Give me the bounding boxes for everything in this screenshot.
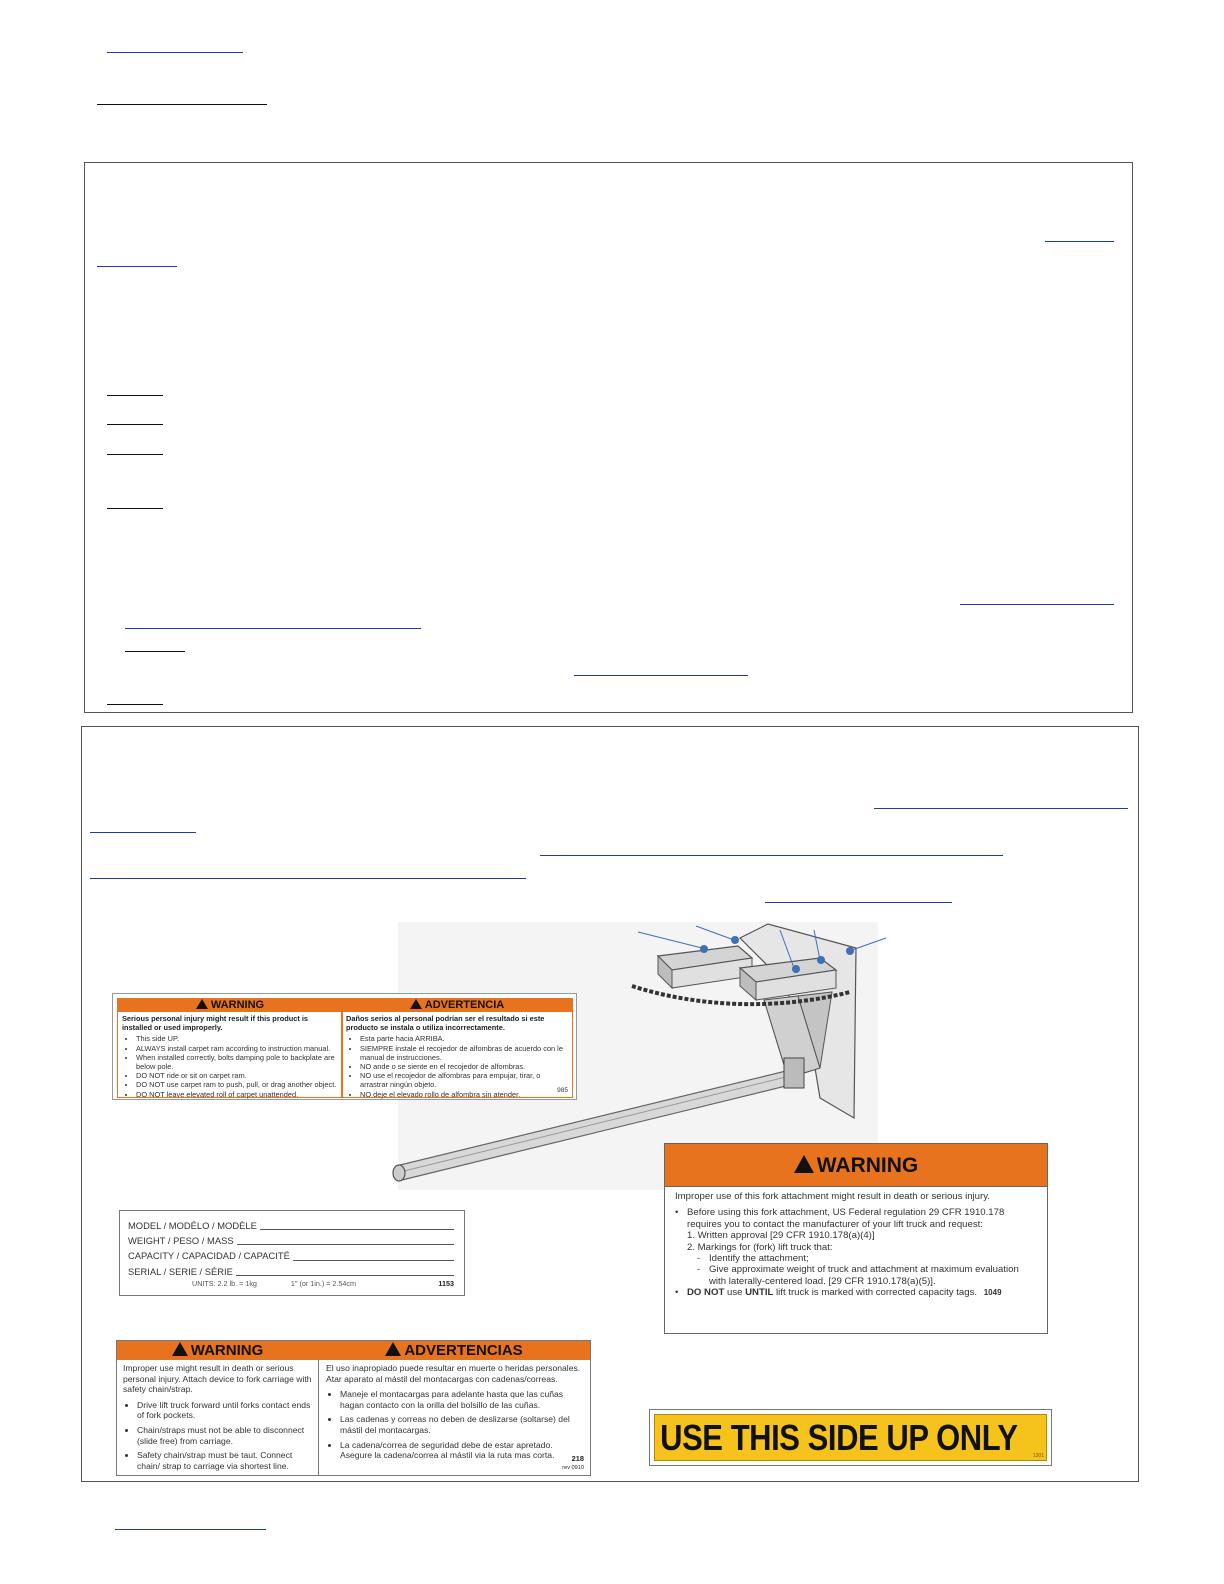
- box1-step-underline-6: [107, 704, 163, 705]
- box2-link-underline-b[interactable]: [90, 832, 196, 833]
- label-code-1301: 1301: [1032, 1453, 1044, 1459]
- warning-list-es: • Esta parte hacia ARRIBA. • SIEMPRE instale el recojedor de alfombras de acuerdo con le manual de instrucciones. • NO ande o se siente en el recojedor de alfombras. • NO use el recojedor de alfombras para empujar, tirar, o arrastrar ningún objeto. • NO deje el elevado rollo de alfombra sin atender.: [346, 1034, 568, 1098]
- chain-warning-heading-en: WARNING: [117, 1341, 318, 1360]
- fork-warning-intro: Improper use of this fork attachment might result in death or serious injury.: [675, 1191, 990, 1202]
- box1-step-underline-5: [125, 651, 185, 652]
- box1-step-underline-2: [107, 424, 163, 425]
- side-up-label-1301: [649, 1409, 1052, 1466]
- plate-model: MODEL / MODÉLO / MODÈLE: [128, 1220, 257, 1231]
- plate-units-a: UNITS: 2.2 lb. = 1kg: [192, 1278, 257, 1288]
- box2-link-underline-c[interactable]: [540, 855, 1003, 856]
- chain-warning-intro-en: Improper use might result in death or serious personal injury. Attach device to fork carriage with safety chain/strap.: [123, 1363, 312, 1395]
- warning-triangle-icon: [794, 1155, 814, 1173]
- box1-link-underline-e[interactable]: [574, 675, 748, 676]
- warning-triangle-icon: [196, 999, 208, 1009]
- footer-link-underline[interactable]: [115, 1529, 266, 1530]
- warning-triangle-icon: [410, 999, 422, 1009]
- chain-warning-list-en: • Drive lift truck forward until forks contact ends of fork pockets. • Chain/straps must not be able to disconnect (slide free) from carriage. • Safety chain/strap must be taut. Connect chain/ strap to carriage via shortest line.: [123, 1400, 312, 1472]
- label-code-1153: 1153: [438, 1278, 454, 1288]
- box1-link-underline-b[interactable]: [97, 266, 177, 267]
- box1-link-underline-a[interactable]: [1045, 241, 1114, 242]
- fork-warning-step1: 1. Written approval [29 CFR 1910.178(a)(4)]: [687, 1230, 875, 1242]
- fork-warning-heading: WARNING: [665, 1144, 1047, 1187]
- label-code-1049: 1049: [983, 1288, 1002, 1298]
- chain-warning-heading-es: ADVERTENCIAS: [318, 1341, 590, 1360]
- instructions-box-1: [84, 162, 1133, 713]
- warning-list-en: • This side UP. • ALWAYS install carpet ram according to instruction manual. • When installed correctly, bolts damping pole to backplate are below pole. • DO NOT ride or sit on carpet ram. • DO NOT use carpet ram to push, pull, or drag another object. • DO NOT leave elevated roll of carpet unattended.: [122, 1034, 338, 1098]
- label-rev: rev 0910: [562, 1465, 584, 1471]
- warning-triangle-icon: [172, 1342, 188, 1356]
- fork-warning-bullet1: Before using this fork attachment, US Federal regulation 29 CFR 1910.178 requires you to contact the manufacturer of your lift truck and request:: [687, 1207, 1005, 1230]
- box1-step-underline-3: [107, 454, 163, 455]
- warning-label-985: [112, 993, 577, 1100]
- box2-link-underline-d[interactable]: [90, 878, 526, 879]
- fork-warning-sub2: Give approximate weight of truck and attachment at maximum evaluation with laterally-centered load. [29 CFR 1910.178(a)(5)].: [709, 1264, 1019, 1287]
- box2-link-underline-a[interactable]: [874, 808, 1128, 809]
- box1-link-underline-d[interactable]: [125, 628, 421, 629]
- header-link-underline-1[interactable]: [107, 52, 243, 53]
- warning-heading-en: WARNING: [118, 999, 342, 1012]
- warning-intro-es: Daños serios al personal podrían ser el resultado si este producto se instala o utiliza incorrectamente.: [346, 1014, 545, 1033]
- fork-warning-step2: 2. Markings for (fork) lift truck that:: [687, 1241, 833, 1253]
- box1-step-underline-1: [107, 395, 163, 396]
- chain-warning-intro-es: El uso inapropiado puede resultar en muerte o heridas personales. Atar aparato al mástil del montacargas con cadenas/correas.: [326, 1363, 581, 1384]
- plate-serial: SERIAL / SERIE / SÉRIE: [128, 1265, 233, 1277]
- plate-capacity: CAPACITY / CAPACIDAD / CAPACITÉ: [128, 1250, 290, 1262]
- plate-weight: WEIGHT / PESO / MASS: [128, 1235, 234, 1247]
- side-up-text: USE THIS SIDE UP ONLY: [660, 1417, 1018, 1458]
- fork-warning-sub1: Identify the attachment;: [709, 1253, 809, 1265]
- warning-intro-en: Serious personal injury might result if this product is installed or used improperly.: [122, 1014, 309, 1033]
- header-link-underline-2[interactable]: [97, 104, 267, 105]
- warning-heading-es: ADVERTENCIA: [342, 999, 572, 1012]
- label-code-218: 218: [571, 1454, 584, 1463]
- chain-warning-list-es: • Maneje el montacargas para adelante hasta que las cuñas hagan contacto con la orilla del bolsillo de las cuñas. • Las cadenas y correas no deben de deslizarse (soltarse) del mástil del montacargas. • La cadena/correa de seguridad debe de estar apretado. Asegure la cadena/correa al mástil via la ruta mas corta.: [326, 1389, 584, 1461]
- id-plate-1153: [119, 1210, 465, 1296]
- label-code-985: 985: [557, 1086, 568, 1094]
- box1-step-underline-4: [107, 508, 163, 509]
- chain-warning-label-218: [116, 1340, 591, 1476]
- fork-warning-bullet2: DO NOT use UNTIL lift truck is marked with corrected capacity tags. 1049: [687, 1287, 1002, 1299]
- box2-link-underline-e[interactable]: [765, 902, 952, 903]
- warning-triangle-icon: [385, 1342, 401, 1356]
- plate-units-b: 1" (or 1in.) = 2.54cm: [290, 1278, 356, 1288]
- box1-link-underline-c[interactable]: [960, 604, 1114, 605]
- fork-attachment-warning-1049: WARNING Improper use of this fork attachment might result in death or serious injury. • Before using this fork attachment, US Federal regulation 29 CFR 1910.178 requires you to contact the manufacturer of your lift truck and request: 1. Written approval [29 CFR 1910.178(a)(4)] 2. Markings for (fork) lift truck that: - Identify the attachment; - Give approximate weight of truck and attachment at maximum evaluation with laterally-centered load. [29 CFR 1910.178(a)(5)]. • DO NOT use UNTIL lift truck is marked with corrected capacity tags. 1049: [664, 1143, 1048, 1334]
